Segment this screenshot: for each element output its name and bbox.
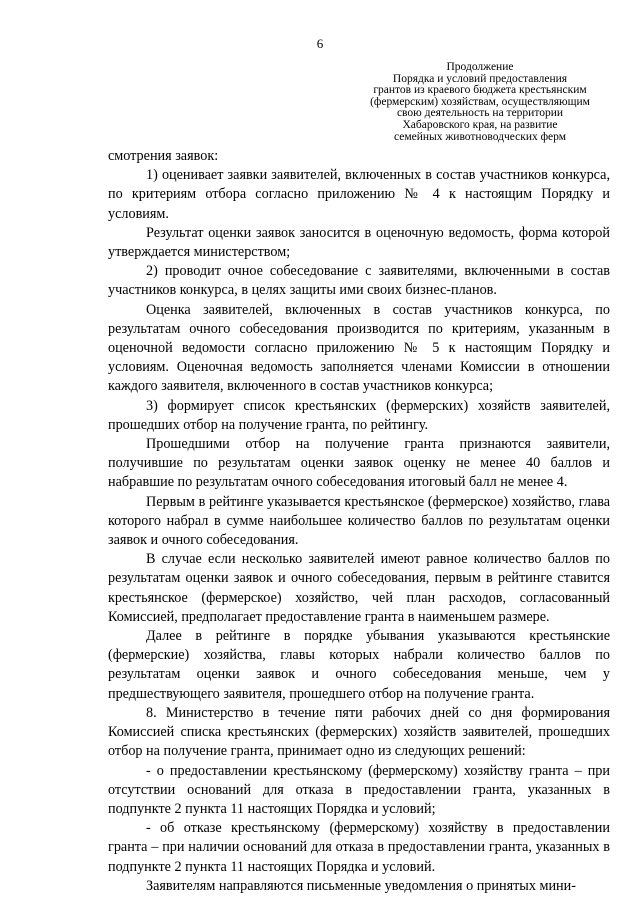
paragraph: 8. Министерство в течение пяти рабочих дней со дня формирования Комиссией списка крестьянских (фермерских) хозяйств заявителей, прошедших отбор на получение гранта, принимает одно из следующих решений: xyxy=(108,704,610,760)
paragraph: Прошедшими отбор на получение гранта признаются заявители, получившие по результатам оценки заявок оценку не менее 40 баллов и набравшие по результатам очного собеседования итоговый балл не менее 4. xyxy=(108,436,610,491)
header-line: свою деятельность на территории xyxy=(396,107,564,120)
paragraph: В случае если несколько заявителей имеют равное количество баллов по результатам оценки заявок и очного собеседования, первым в рейтинге ставится крестьянское (фермерское) хозяйство, чей план расходов, согласованный Комиссией, предполагает предоставление гранта в наименьшем размере. xyxy=(108,551,610,625)
header-line: семейных животноводческих ферм xyxy=(393,130,567,143)
page-number: 6 xyxy=(316,36,324,51)
paragraph: 3) формирует список крестьянских (фермерских) хозяйств заявителей, прошедших отбор на получение гранта, по рейтингу. xyxy=(108,397,610,433)
paragraph: Далее в рейтинге в порядке убывания указываются крестьянские (фермерские) хозяйства, главы которых набрали количество баллов по результатам оценки заявок и очного собеседования меньше, чем у предшествующего заявителя, прошедшего отбор на получение гранта. xyxy=(108,628,610,702)
paragraph: Результат оценки заявок заносится в оценочную ведомость, форма которой утверждается министерством; xyxy=(108,224,610,261)
paragraph: смотрения заявок: xyxy=(108,148,219,164)
paragraph: Заявителям направляются письменные уведомления о принятых мини- xyxy=(146,877,576,894)
header-line: Порядка и условий предоставления xyxy=(392,72,568,85)
header-line: Продолжение xyxy=(446,61,514,73)
paragraph: Оценка заявителей, включенных в состав участников конкурса, по результатам очного собеседования производится по критериям, указанным в оценочной ведомости согласно приложению № 5 к настоящим Порядку и условиям. Оценочная ведомость заполняется членами Комиссии в отношении каждого заявителя, включенного в состав участников конкурса; xyxy=(108,301,610,395)
document-header xyxy=(355,62,605,143)
paragraph: 1) оценивает заявки заявителей, включенных в состав участников конкурса, по критериям отбора согласно приложению № 4 к настоящим Порядку и условиям. xyxy=(108,167,610,222)
paragraph: - о предоставлении крестьянскому (фермерскому) хозяйству гранта – при отсутствии оснований для отказа в предоставлении гранта, указанных в подпункте 2 пункта 11 настоящих Порядка и условий; xyxy=(108,762,610,817)
paragraph: Первым в рейтинге указывается крестьянское (фермерское) хозяйство, глава которого набрал в сумме наибольшее количество баллов по результатам оценки заявок и очного собеседования. xyxy=(108,493,610,549)
header-line: (фермерским) хозяйствам, осуществляющим xyxy=(370,95,590,108)
paragraph: 2) проводит очное собеседование с заявителями, включенными в состав участников конкурса, в целях защиты ими своих бизнес-планов. xyxy=(108,263,610,299)
document-body xyxy=(108,147,610,896)
header-line: Хабаровского края, на развитие xyxy=(402,118,558,131)
header-line: грантов из краевого бюджета крестьянским xyxy=(373,84,587,97)
paragraph: - об отказе крестьянскому (фермерскому) хозяйству в предоставлении гранта – при наличии оснований для отказа в предоставлении гранта, указанных в подпункте 2 пункта 11 настоящих Порядка и условий. xyxy=(108,820,610,875)
